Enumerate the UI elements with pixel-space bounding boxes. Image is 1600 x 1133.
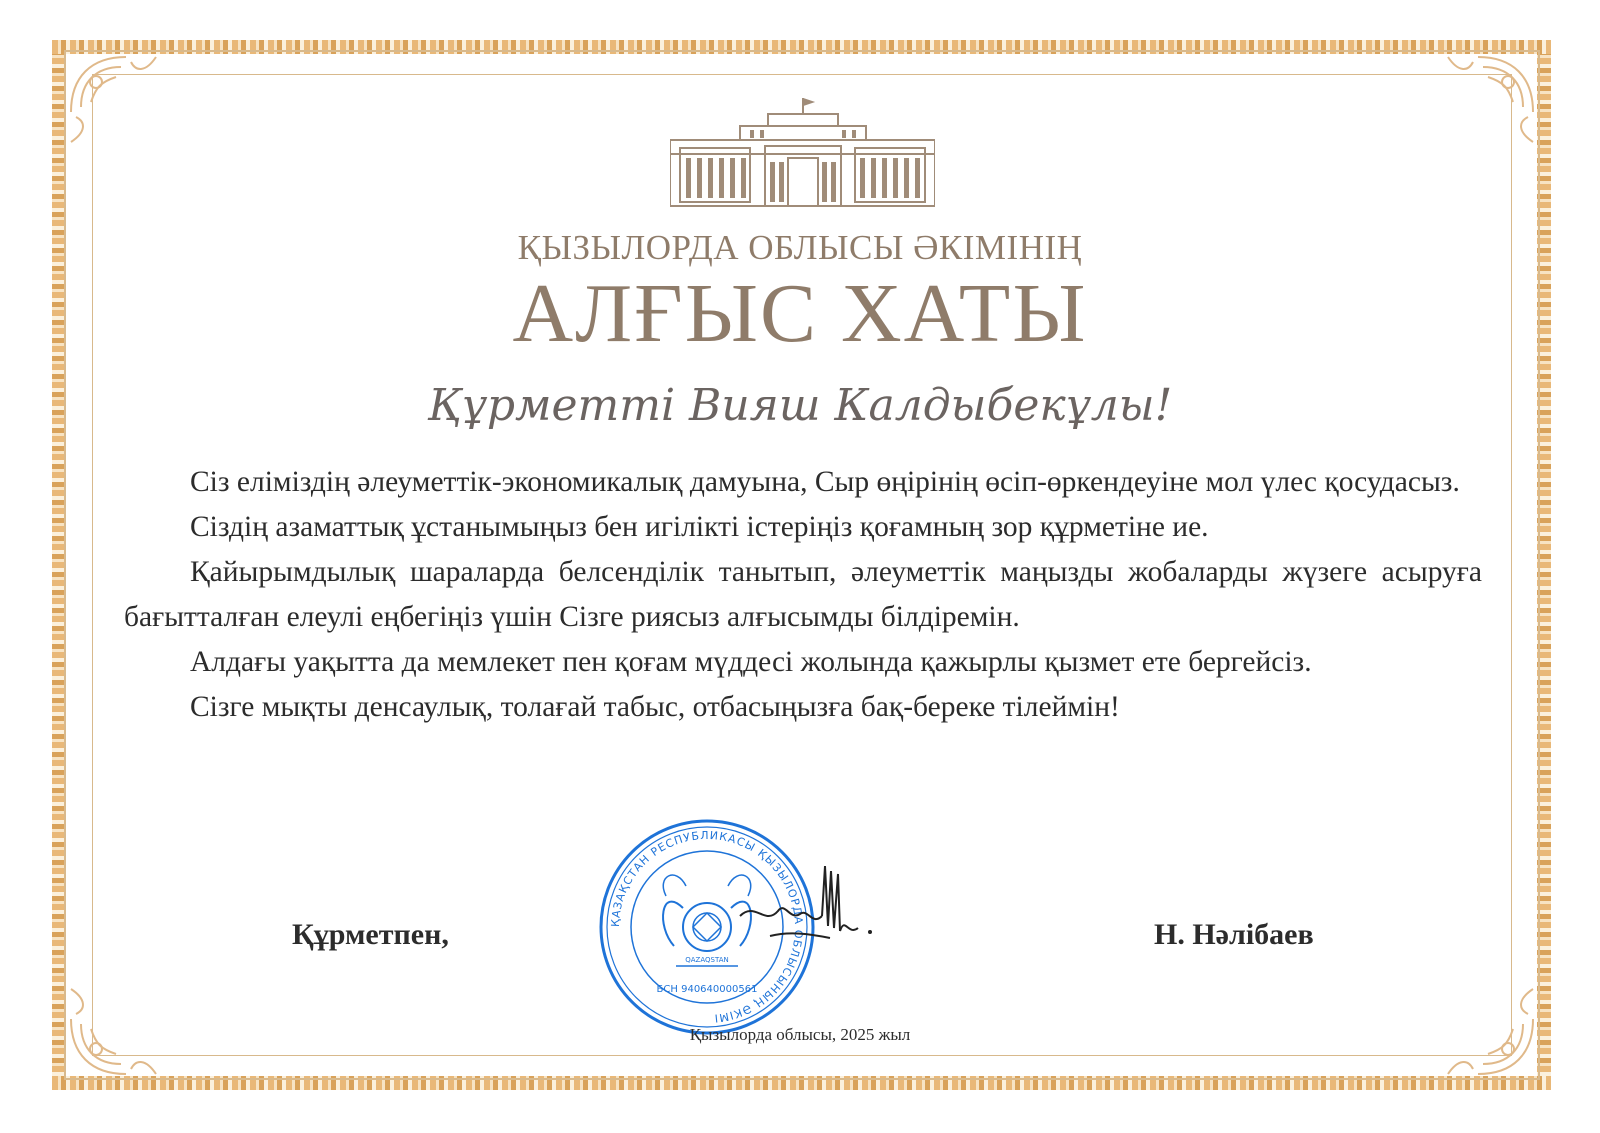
- stamp-bin-text: БСН 940640000561: [656, 984, 758, 995]
- issuer-heading: ҚЫЗЫЛОРДА ОБЛЫСЫ ӘКІМІНІҢ: [517, 228, 1083, 267]
- stamp-ring-text: ҚАЗАҚСТАН РЕСПУБЛИКАСЫ ҚЫЗЫЛОРДА ОБЛЫСЫНЫҢ ӘКІМІ: [608, 828, 806, 1025]
- body-paragraph: Сіз еліміздің әлеуметтік-экономикалық дамуына, Сыр өңірінің өсіп-өркендеуіне мол үлес қосудасыз.: [190, 466, 1460, 498]
- salutation: Құрметті Вияш Калдыбекұлы!: [427, 380, 1173, 431]
- government-building-icon: [670, 96, 935, 208]
- body-paragraph: Алдағы уақытта да мемлекет пен қоғам мүддесі жолында қажырлы қызмет ете бергейсіз.: [190, 646, 1312, 678]
- closing-phrase: Құрметпен,: [292, 918, 449, 951]
- letter-body: [124, 460, 1482, 730]
- signatory-name: Н. Нәлібаев: [1154, 918, 1314, 951]
- body-paragraph: Қайырымдылық шараларда белсенділік танытып, әлеуметтік маңызды жобаларды жүзеге асыруға бағытталған елеулі еңбегіңіз үшін Сізге риясыз алғысымды білдіремін.: [124, 556, 1482, 633]
- place-date-footer: Қызылорда облысы, 2025 жыл: [689, 1025, 911, 1044]
- corner-ornament-icon: [66, 52, 176, 162]
- stamp-banner-text: QAZAQSTAN: [685, 956, 729, 964]
- body-paragraph: Сізге мықты денсаулық, толағай табыс, отбасыңызға бақ-береке тілеймін!: [190, 691, 1120, 723]
- corner-ornament-icon: [1428, 52, 1538, 162]
- corner-ornament-icon: [66, 969, 176, 1079]
- body-paragraph: Сіздің азаматтық ұстанымыңыз бен игілікті істеріңіз қоғамның зор құрметіне ие.: [190, 511, 1209, 543]
- corner-ornament-icon: [1428, 969, 1538, 1079]
- signature-icon: [730, 856, 880, 966]
- document-title: АЛҒЫС ХАТЫ: [512, 267, 1088, 360]
